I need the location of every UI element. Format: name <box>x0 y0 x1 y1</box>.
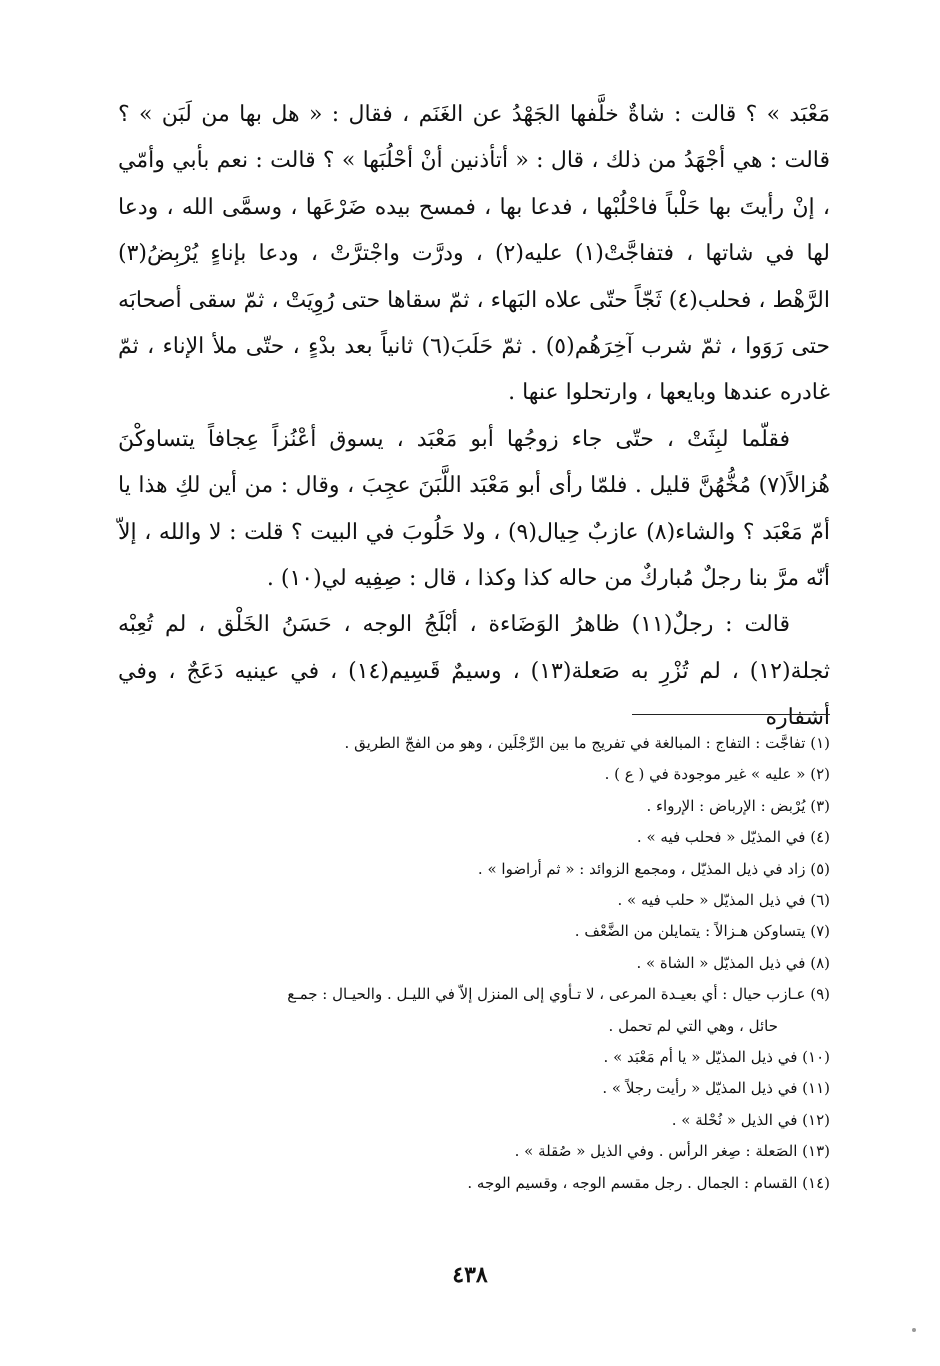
footnote-text: زاد في ذيل المذيّل ، ومجمع الزوائد : « ثم أراضوا » . <box>477 859 806 878</box>
paragraph: قالت : رجلٌ(١١) ظاهرُ الوَضَاءة ، أبْلَجُ الوجه ، حَسَنُ الخَلْق ، لم تُعِبْه ثجلة(١٢) ، لم تُزْرِ به صَعلة(١٣) ، وسيمٌ قَسِيم(١٤) ، في عينيه دَعَجٌ ، وفي أشفاره <box>118 612 830 731</box>
footnote-text: في المذيّل « فحلب فيه » . <box>636 828 806 847</box>
footnote-number: (٨) <box>810 953 830 972</box>
footnote-text: « عليه » غير موجودة في ( ع ) . <box>604 765 806 784</box>
footnote-continuation: حائل ، وهي التي لم تحمل . <box>608 1016 778 1035</box>
footnote-number: (٣) <box>810 796 830 815</box>
footnote-text: في ذيل المذيّل « حلب فيه » . <box>617 891 806 910</box>
footnote <box>118 728 830 759</box>
footnote-number: (١) <box>810 734 830 752</box>
footnote-text: يتساوكن هـزالاً : يتمايلن من الضَّعْف . <box>574 922 806 941</box>
page-number: ٤٣٨ <box>452 1262 488 1288</box>
footnote-number: (٢) <box>810 765 830 784</box>
footnote <box>118 1105 830 1136</box>
footnote-number: (١٣) <box>802 1142 830 1161</box>
footnote-text: في ذيل المذيّل « رأيت رجلاً » . <box>602 1079 798 1098</box>
main-text <box>118 92 830 742</box>
footnote-text: يُرْبض : الإرباض : الإرواء . <box>646 796 806 815</box>
footnote-number: (١٢) <box>802 1110 830 1129</box>
footnote <box>118 1073 830 1104</box>
footnote-number: (٦) <box>810 891 830 910</box>
footnote-number: (٧) <box>810 922 830 941</box>
footnote <box>118 916 830 947</box>
footnote <box>118 979 830 1042</box>
footnote-text: في ذيل المذيّل « يا أم مَعْبَد » . <box>603 1048 798 1067</box>
footnote-number: (٤) <box>810 828 830 847</box>
footnote-number: (١١) <box>802 1079 830 1098</box>
footnote-text: الصَعلة : صِغر الرأس . وفي الذيل « صُقلة » . <box>514 1142 798 1161</box>
footnote-number: (١٠) <box>802 1048 830 1067</box>
footnote <box>118 791 830 822</box>
footnotes-list <box>118 728 830 1199</box>
footnote <box>118 1042 830 1073</box>
footnote <box>118 948 830 979</box>
footnote-text: عـازب حيال : أي بعيـدة المرعى ، لا تـأوي إلى المنزل إلاّ في الليـل . والحيـال : جمـع <box>287 985 806 1004</box>
footnote <box>118 759 830 790</box>
scan-speck <box>912 1328 916 1332</box>
footnote <box>118 885 830 916</box>
footnote-text: القسام : الجمال . رجل مقسم الوجه ، وقسيم الوجه . <box>467 1173 798 1192</box>
footnote-separator <box>632 714 830 715</box>
footnote-text: تفاجَّت : التفاج : المبالغة في تفريج ما بين الرِّجْلَين ، وهو من الفجّ الطريق . <box>344 734 806 752</box>
footnote-text: في الذيل « نُحْلة » . <box>671 1110 798 1129</box>
footnote <box>118 854 830 885</box>
footnote-number: (١٤) <box>802 1173 830 1192</box>
footnote <box>118 822 830 853</box>
footnote-text: في ذيل المذيّل « الشاة » . <box>636 953 806 972</box>
paragraph: مَعْبَد » ؟ قالت : شاةٌ خلَّفها الجَهْدُ عن الغَنَم ، فقال : « هل بها من لَبَن » ؟ قالت : هي أجْهَدُ من ذلك ، قال : « أتأذنين أنْ أحْلُبَها » ؟ قالت : نعم بأبي وأمّي ، إنْ رأيتَ بها حَلْباً فاحْلُبْها ، فدعا بها ، فمسح بيده ضَرْعَها ، وسمَّى الله ، ودعا لها في شاتها ، فتفاجَّتْ(١) عليه(٢) ، ودرَّت واجْترَّتْ ، ودعا بإناءٍ يُرْبِضُ(٣) الرَّهْط ، فحلب(٤) ثَجّاً حتّى علاه البَهاء ، ثمّ سقاها حتى رُوِيَتْ ، ثمّ سقى أصحابَه حتى رَوَوا ، ثمّ شرب آخِرَهُم(٥) . ثمّ حَلَبَ(٦) ثانياً بعد بدْءٍ ، حتّى ملأ الإناء ، ثمّ غادره عندها وبايعها ، وارتحلوا عنها . <box>118 102 831 406</box>
footnote-number: (٥) <box>810 859 830 878</box>
footnote <box>118 1168 830 1199</box>
paragraph: فقلّما لبِثَتْ ، حتّى جاء زوجُها أبو مَعْبَد ، يسوق أعْنُزاً عِجافاً يتساوكْنَ هُزالاً(٧) مُخُّهُنَّ قليل . فلمّا رأى أبو مَعْبَد اللَّبَنَ عجِبَ ، وقال : من أين لكِ هذا يا أمّ مَعْبَد ؟ والشاء(٨) عازبٌ حِيال(٩) ، ولا حَلُوبَ في البيت ؟ قلت : لا والله ، إلاّ أنّه مرَّ بنا رجلٌ مُباركٌ من حاله كذا وكذا ، قال : صِفِيه لي(١٠) . <box>118 426 830 592</box>
footnote-number: (٩) <box>810 985 830 1004</box>
footnote <box>118 1136 830 1167</box>
